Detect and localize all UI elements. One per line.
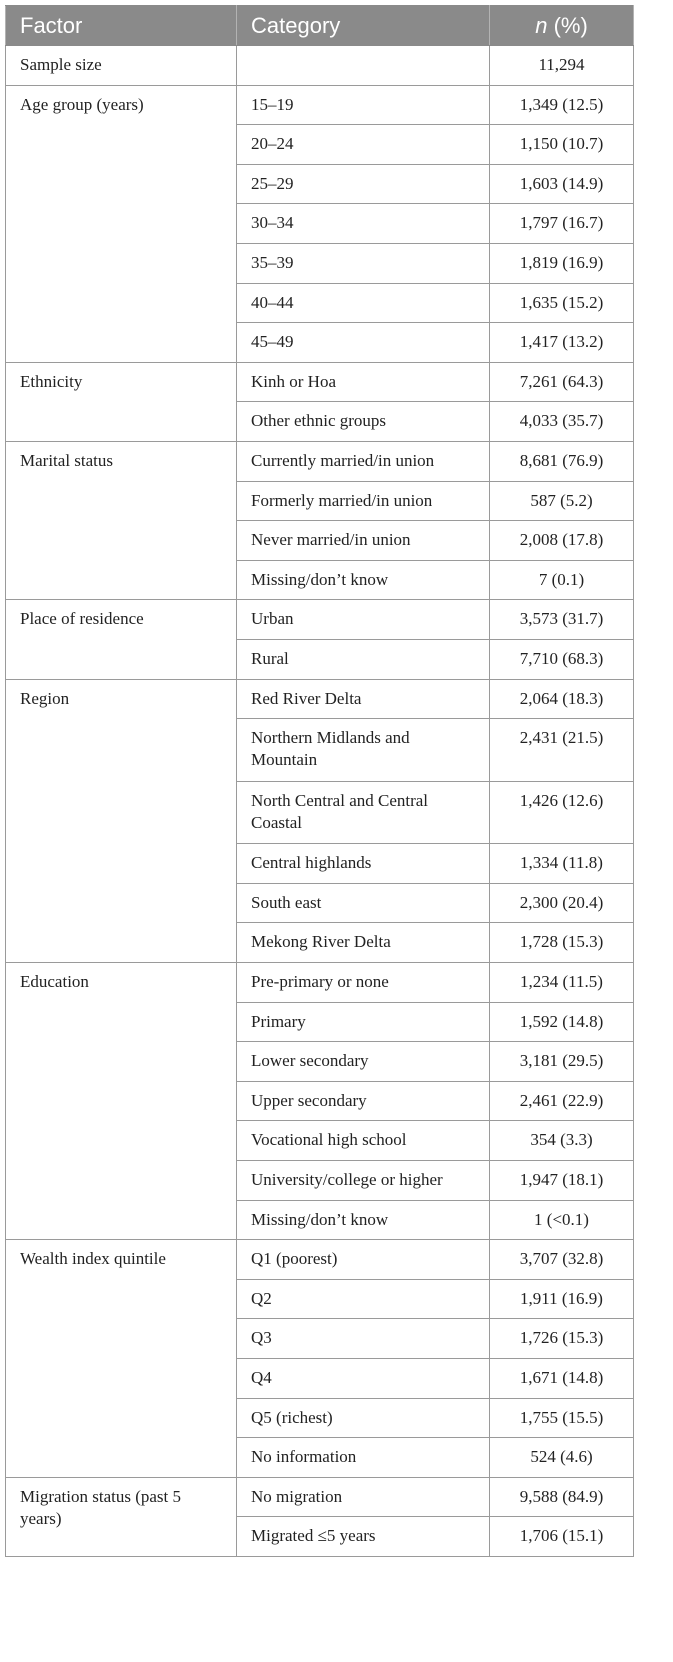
value-cell: 7,710 (68.3) [490,639,634,679]
category-cell: Lower secondary [237,1042,490,1082]
value-cell: 3,573 (31.7) [490,600,634,640]
value-cell: 524 (4.6) [490,1438,634,1478]
category-cell: Q5 (richest) [237,1398,490,1438]
value-cell: 7 (0.1) [490,560,634,600]
value-cell: 1,706 (15.1) [490,1517,634,1557]
table-row [6,963,634,1003]
value-cell: 2,300 (20.4) [490,883,634,923]
factor-cell: Sample size [6,46,237,86]
value-cell: 1,150 (10.7) [490,125,634,165]
category-cell: 25–29 [237,164,490,204]
table-body [6,46,634,1557]
category-cell: Pre-primary or none [237,963,490,1003]
header-row [6,6,634,46]
value-cell: 1,603 (14.9) [490,164,634,204]
value-cell: 1,592 (14.8) [490,1002,634,1042]
category-cell: No migration [237,1477,490,1517]
value-cell: 587 (5.2) [490,481,634,521]
value-cell: 1,234 (11.5) [490,963,634,1003]
header-category: Category [237,6,490,46]
table-row [6,1240,634,1280]
category-cell: Mekong River Delta [237,923,490,963]
value-cell: 7,261 (64.3) [490,362,634,402]
factor-cell: Place of residence [6,600,237,679]
category-cell: No information [237,1438,490,1478]
factor-cell: Wealth index quintile [6,1240,237,1478]
value-cell: 1,819 (16.9) [490,243,634,283]
value-cell: 1,947 (18.1) [490,1161,634,1201]
value-cell: 2,008 (17.8) [490,521,634,561]
factor-cell: Age group (years) [6,85,237,362]
category-cell: Currently married/in union [237,441,490,481]
value-cell: 11,294 [490,46,634,86]
factor-cell: Education [6,963,237,1240]
category-cell: Missing/don’t know [237,560,490,600]
table-row [6,85,634,125]
value-cell: 1,349 (12.5) [490,85,634,125]
category-cell: Vocational high school [237,1121,490,1161]
value-cell: 3,707 (32.8) [490,1240,634,1280]
value-cell: 8,681 (76.9) [490,441,634,481]
category-cell: Q4 [237,1359,490,1399]
category-cell [237,46,490,86]
category-cell: South east [237,883,490,923]
table-row [6,679,634,719]
table-row [6,362,634,402]
data-table [5,5,634,1557]
value-cell: 2,431 (21.5) [490,719,634,782]
category-cell: Kinh or Hoa [237,362,490,402]
value-cell: 1,797 (16.7) [490,204,634,244]
value-cell: 1,671 (14.8) [490,1359,634,1399]
category-cell: Primary [237,1002,490,1042]
value-cell: 1,726 (15.3) [490,1319,634,1359]
category-cell: 30–34 [237,204,490,244]
value-cell: 1,755 (15.5) [490,1398,634,1438]
category-cell: Urban [237,600,490,640]
category-cell: Q3 [237,1319,490,1359]
category-cell: Q1 (poorest) [237,1240,490,1280]
category-cell: Missing/don’t know [237,1200,490,1240]
value-cell: 2,064 (18.3) [490,679,634,719]
value-cell: 1,334 (11.8) [490,844,634,884]
value-cell: 1,911 (16.9) [490,1279,634,1319]
value-cell: 1 (<0.1) [490,1200,634,1240]
category-cell: Rural [237,639,490,679]
value-cell: 3,181 (29.5) [490,1042,634,1082]
table-header [6,6,634,46]
value-cell: 1,417 (13.2) [490,323,634,363]
category-cell: 15–19 [237,85,490,125]
value-cell: 2,461 (22.9) [490,1081,634,1121]
table-row [6,46,634,86]
header-n-percent [490,6,634,46]
factor-cell: Migration status (past 5 years) [6,1477,237,1556]
category-cell: 40–44 [237,283,490,323]
factor-cell: Marital status [6,441,237,599]
category-cell: Red River Delta [237,679,490,719]
category-cell: Other ethnic groups [237,402,490,442]
value-cell: 1,426 (12.6) [490,781,634,844]
value-cell: 4,033 (35.7) [490,402,634,442]
header-pct: (%) [547,12,588,38]
category-cell: Migrated ≤5 years [237,1517,490,1557]
category-cell: Central highlands [237,844,490,884]
value-cell: 354 (3.3) [490,1121,634,1161]
category-cell: 35–39 [237,243,490,283]
factor-cell: Ethnicity [6,362,237,441]
category-cell: 45–49 [237,323,490,363]
table-row [6,600,634,640]
table-row [6,1477,634,1517]
category-cell: 20–24 [237,125,490,165]
factor-cell: Region [6,679,237,963]
category-cell: University/college or higher [237,1161,490,1201]
category-cell: North Central and Central Coastal [237,781,490,844]
header-n-italic: n [535,12,548,38]
category-cell: Formerly married/in union [237,481,490,521]
header-factor: Factor [6,6,237,46]
category-cell: Never married/in union [237,521,490,561]
value-cell: 1,635 (15.2) [490,283,634,323]
value-cell: 1,728 (15.3) [490,923,634,963]
category-cell: Northern Midlands and Mountain [237,719,490,782]
value-cell: 9,588 (84.9) [490,1477,634,1517]
category-cell: Upper secondary [237,1081,490,1121]
table-row [6,441,634,481]
category-cell: Q2 [237,1279,490,1319]
